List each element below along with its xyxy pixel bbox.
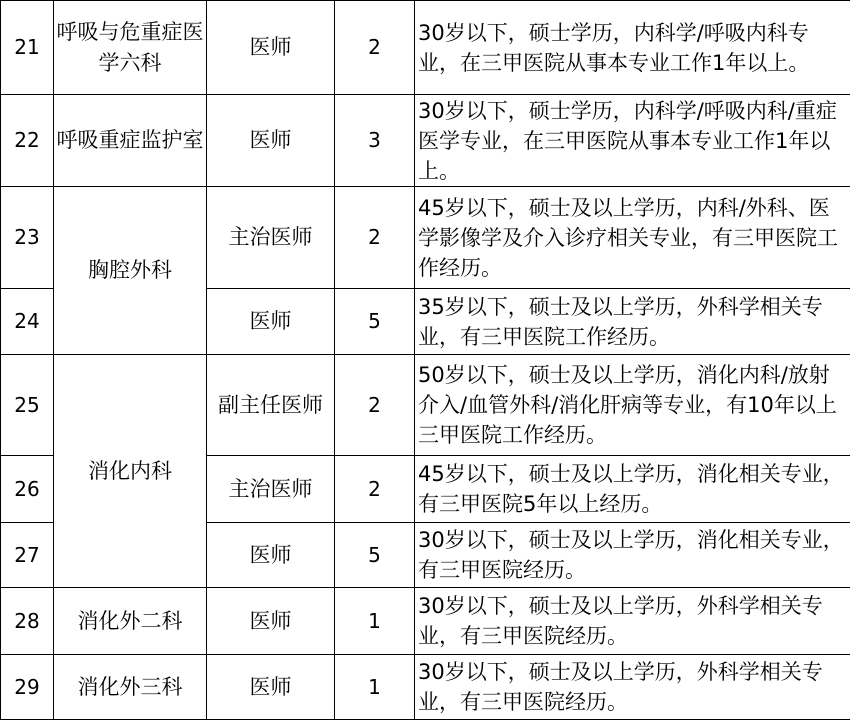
department-cell: 消化外三科 xyxy=(54,655,207,720)
row-number: 25 xyxy=(1,355,54,456)
requirements-cell: 50岁以下，硕士及以上学历，消化内科/放射介入/血管外科/消化肝病等专业，有10年以上三甲医院工作经历。 xyxy=(415,355,850,456)
requirements-cell: 45岁以下，硕士及以上学历，消化相关专业，有三甲医院5年以上经历。 xyxy=(415,456,850,523)
table-row xyxy=(1,355,850,456)
headcount-cell: 2 xyxy=(335,355,415,456)
row-number: 26 xyxy=(1,456,54,523)
headcount-cell: 1 xyxy=(335,588,415,655)
headcount-cell: 2 xyxy=(335,187,415,289)
headcount-cell: 2 xyxy=(335,1,415,95)
headcount-cell: 5 xyxy=(335,523,415,588)
table-row xyxy=(1,1,850,95)
position-title-cell: 医师 xyxy=(207,655,335,720)
table-row xyxy=(1,588,850,655)
position-title-cell: 医师 xyxy=(207,289,335,355)
position-title-cell: 主治医师 xyxy=(207,456,335,523)
row-number: 27 xyxy=(1,523,54,588)
headcount-cell: 5 xyxy=(335,289,415,355)
requirements-cell: 45岁以下，硕士及以上学历，内科/外科、医学影像学及介入诊疗相关专业，有三甲医院工作经历。 xyxy=(415,187,850,289)
department-cell: 呼吸与危重症医学六科 xyxy=(54,1,207,95)
row-number: 29 xyxy=(1,655,54,720)
table-row xyxy=(1,95,850,187)
position-title-cell: 医师 xyxy=(207,523,335,588)
position-title-cell: 医师 xyxy=(207,588,335,655)
table-row xyxy=(1,655,850,720)
position-title-cell: 副主任医师 xyxy=(207,355,335,456)
position-title-cell: 医师 xyxy=(207,1,335,95)
position-title-cell: 医师 xyxy=(207,95,335,187)
row-number: 24 xyxy=(1,289,54,355)
department-cell: 消化外二科 xyxy=(54,588,207,655)
requirements-cell: 35岁以下，硕士及以上学历，外科学相关专业，有三甲医院工作经历。 xyxy=(415,289,850,355)
requirements-cell: 30岁以下，硕士学历，内科学/呼吸内科/重症医学专业，在三甲医院从事本专业工作1年以上。 xyxy=(415,95,850,187)
requirements-cell: 30岁以下，硕士及以上学历，消化相关专业，有三甲医院经历。 xyxy=(415,523,850,588)
department-cell: 胸腔外科 xyxy=(54,187,207,355)
headcount-cell: 3 xyxy=(335,95,415,187)
requirements-cell: 30岁以下，硕士学历，内科学/呼吸内科专业，在三甲医院从事本专业工作1年以上。 xyxy=(415,1,850,95)
row-number: 21 xyxy=(1,1,54,95)
requirements-cell: 30岁以下，硕士及以上学历，外科学相关专业，有三甲医院经历。 xyxy=(415,588,850,655)
department-cell: 呼吸重症监护室 xyxy=(54,95,207,187)
requirements-cell: 30岁以下，硕士及以上学历，外科学相关专业，有三甲医院经历。 xyxy=(415,655,850,720)
headcount-cell: 2 xyxy=(335,456,415,523)
department-cell: 消化内科 xyxy=(54,355,207,588)
position-title-cell: 主治医师 xyxy=(207,187,335,289)
row-number: 28 xyxy=(1,588,54,655)
row-number: 22 xyxy=(1,95,54,187)
table-row xyxy=(1,187,850,289)
headcount-cell: 1 xyxy=(335,655,415,720)
row-number: 23 xyxy=(1,187,54,289)
